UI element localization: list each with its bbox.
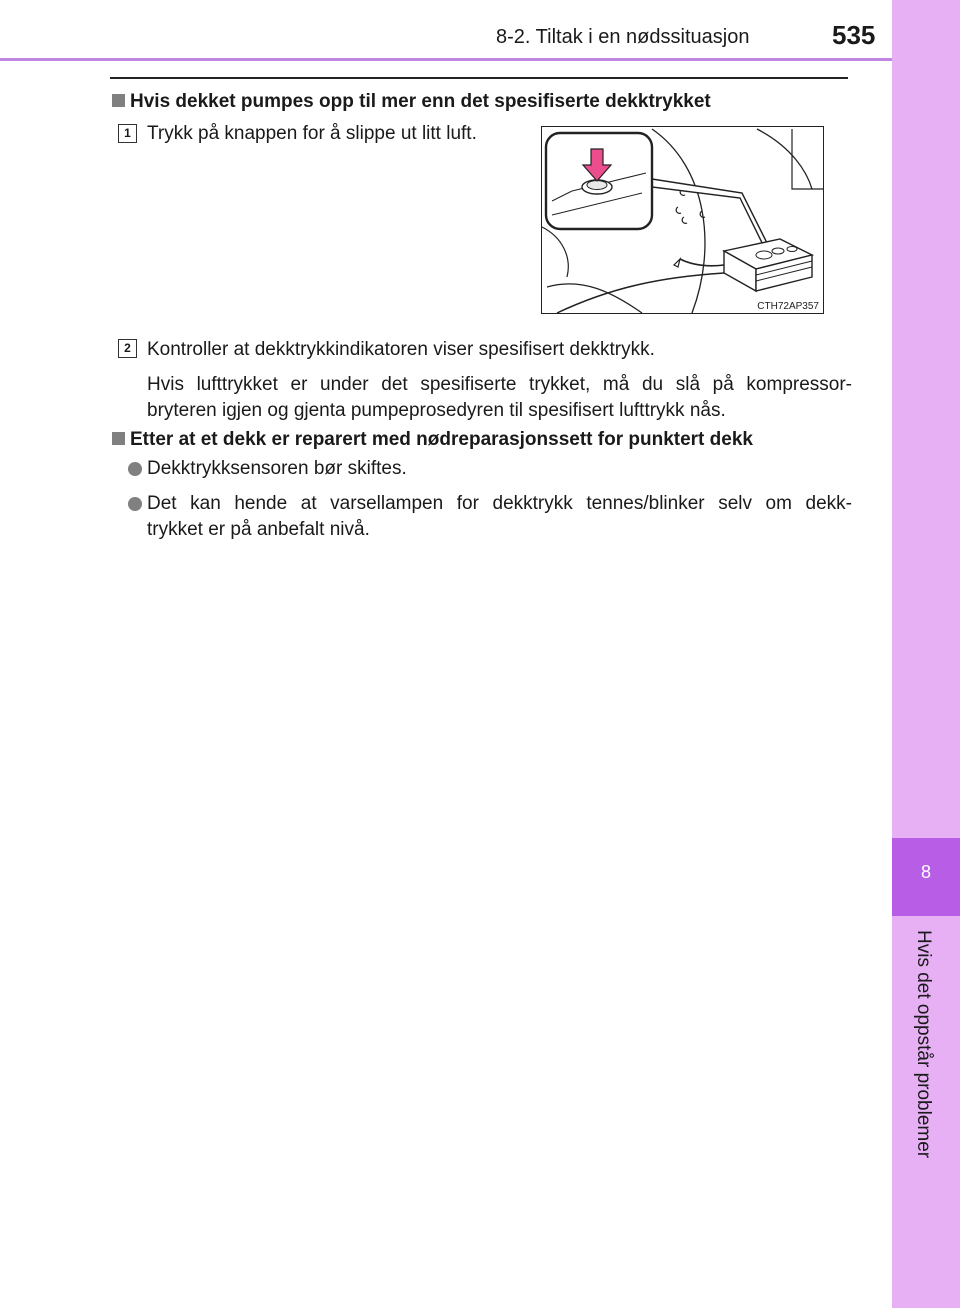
chapter-title: Hvis det oppstår problemer (913, 930, 934, 1159)
tire-curve (547, 284, 642, 313)
valve-mark (682, 217, 687, 223)
tire-outline (652, 129, 705, 313)
compressor-drawing (542, 127, 825, 315)
compressor-illustration (541, 126, 824, 314)
air-hose (680, 259, 724, 266)
fender-edge (792, 129, 823, 189)
figure-code: CTH72AP357 (757, 301, 819, 312)
bullet-2-line1: Det kan hende at varsellampen for dekktrykk tennes/blinker selv om dekk- (147, 493, 852, 514)
bullet-1-text: Dekktrykksensoren bør skiftes. (147, 458, 407, 479)
chapter-number: 8 (920, 862, 931, 882)
page-number: 535 (832, 20, 876, 50)
step-number-badge: 2 (118, 339, 137, 358)
bullet-icon (128, 462, 142, 476)
header-divider (0, 58, 892, 61)
section-heading-after-repair (112, 429, 753, 451)
content-divider (110, 77, 848, 79)
step-1-text: Trykk på knappen for å slippe ut litt luft. (147, 123, 477, 144)
tire-curve-left (542, 227, 568, 277)
step-2-note-line1: Hvis lufttrykket er under det spesifiserte trykket, må du slå på kompressor- (147, 374, 852, 395)
step-number-badge: 1 (118, 124, 137, 143)
wheel-arch (757, 129, 812, 189)
section-heading-text: Etter at et dekk er reparert med nødreparasjonssett for punktert dekk (130, 429, 753, 450)
square-bullet-icon (112, 432, 125, 445)
step-2-note-line2: bryteren igjen og gjenta pumpeprosedyren til spesifisert lufttrykk nås. (147, 400, 726, 421)
hose-end (674, 259, 680, 267)
bullet-icon (128, 497, 142, 511)
valve-mark (676, 207, 681, 213)
section-heading-text: Hvis dekket pumpes opp til mer enn det spesifiserte dekktrykket (130, 91, 711, 112)
bullet-2-line2: trykket er på anbefalt nivå. (147, 519, 370, 540)
header-section-title: 8-2. Tiltak i en nødssituasjon (496, 26, 750, 48)
square-bullet-icon (112, 94, 125, 107)
step-2-text: Kontroller at dekktrykkindikatoren viser spesifisert dekktrykk. (147, 339, 655, 360)
section-heading-overinflated (112, 91, 711, 113)
